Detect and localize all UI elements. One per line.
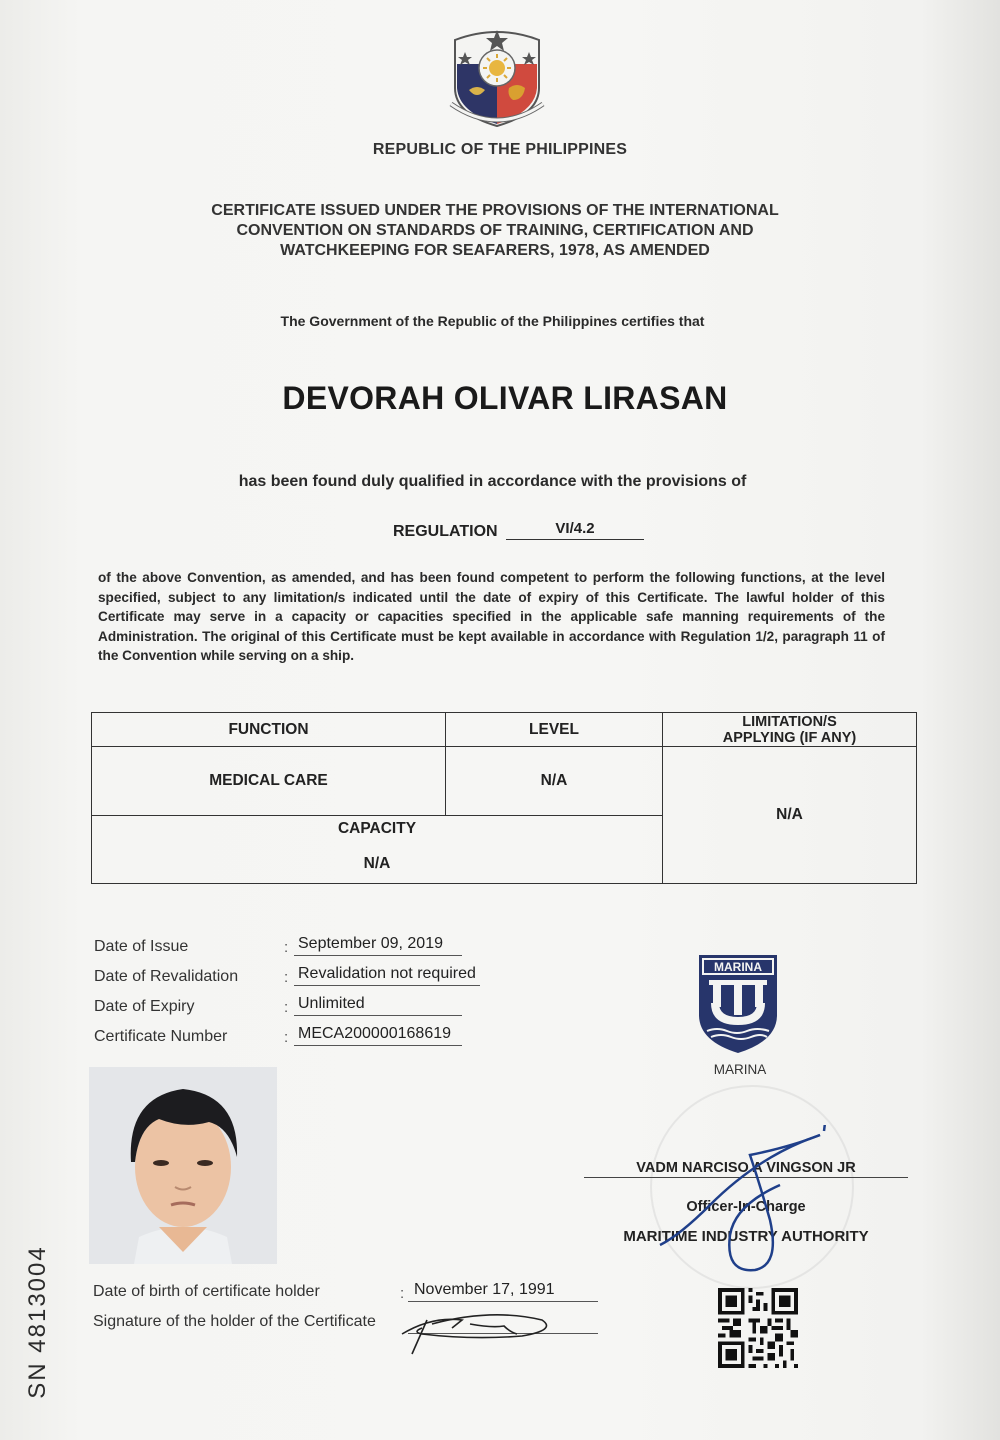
detail-value: Revalidation not required [294, 965, 480, 986]
holder-photo [89, 1067, 277, 1264]
dob-label: Date of birth of certificate holder [93, 1283, 320, 1300]
detail-separator: : [284, 999, 289, 1016]
regulation-label: REGULATION [393, 523, 498, 540]
marina-caption: MARINA [713, 1062, 767, 1077]
marina-shield-icon [697, 953, 779, 1055]
qualified-statement: has been found duly qualified in accordance with the provisions of [238, 473, 747, 490]
detail-date-of-revalidation [94, 965, 514, 995]
qr-code-icon[interactable] [718, 1287, 798, 1369]
certifies-statement: The Government of the Republic of the Philippines certifies that [280, 313, 705, 329]
convention-line: WATCHKEEPING FOR SEAFARERS, 1978, AS AMENDED [280, 242, 710, 259]
detail-separator: : [284, 1029, 289, 1046]
header-level: LEVEL [446, 713, 663, 747]
capacity-value: N/A [363, 854, 391, 872]
detail-value: MECA200000168619 [294, 1025, 462, 1046]
issuer-country: REPUBLIC OF THE PHILIPPINES [372, 141, 628, 158]
regulation-value: VI/4.2 [506, 520, 644, 540]
header-limitations-line1: LIMITATION/S [742, 713, 837, 730]
function-value: MEDICAL CARE [92, 747, 446, 815]
limitations-value: N/A [663, 747, 917, 884]
dob-separator: : [400, 1285, 405, 1302]
signatory-name: VADM NARCISO A VINGSON JR [584, 1160, 908, 1178]
detail-separator: : [284, 969, 289, 986]
header-function: FUNCTION [92, 713, 446, 747]
header-limitations-line2: APPLYING (IF ANY) [722, 729, 857, 746]
signatory-title: Officer-In-Charge [686, 1199, 806, 1215]
convention-heading [150, 201, 840, 261]
level-value: N/A [446, 747, 663, 815]
convention-line: CONVENTION ON STANDARDS OF TRAINING, CERTIFICATION AND [236, 222, 754, 239]
signatory-agency: MARITIME INDUSTRY AUTHORITY [623, 1228, 869, 1245]
competency-paragraph: of the above Convention, as amended, and has been found competent to perform the following functions, at the level specified, subject to any limitation/s indicated until the date of expiry of this Certificate. The lawful holder of this Certificate may serve in a capacity or capacities specified in the applicable safe manning requirements of the Administration. The original of this Certificate must be kept available in accordance with Regulation 1/2, paragraph 11 of the Convention while serving on a ship. [98, 570, 885, 664]
certificate-details [94, 935, 514, 1055]
detail-value: September 09, 2019 [294, 935, 462, 956]
detail-value: Unlimited [294, 995, 462, 1016]
detail-date-of-issue [94, 935, 514, 965]
dob-value: November 17, 1991 [408, 1281, 598, 1302]
serial-number-text: SN 4813004 [24, 1245, 51, 1399]
table-row [92, 747, 917, 815]
holder-signature-label: Signature of the holder of the Certificate [93, 1313, 376, 1330]
detail-date-of-expiry [94, 995, 514, 1025]
detail-separator: : [284, 939, 289, 956]
capacity-cell [92, 815, 663, 883]
philippine-coat-of-arms-icon [447, 26, 547, 134]
officer-signature-icon [640, 1125, 840, 1275]
functions-table [91, 712, 917, 884]
holder-signature-icon [392, 1306, 562, 1356]
header-limitations [663, 713, 917, 747]
serial-number [23, 1237, 53, 1407]
marina-logo-text: MARINA [714, 960, 762, 974]
detail-label: Date of Expiry [94, 998, 195, 1015]
holder-name: DEVORAH OLIVAR LIRASAN [282, 380, 728, 416]
convention-line: CERTIFICATE ISSUED UNDER THE PROVISIONS OF THE INTERNATIONAL [211, 202, 779, 219]
capacity-label: CAPACITY [337, 819, 417, 837]
detail-certificate-number [94, 1025, 514, 1055]
table-header-row [92, 713, 917, 747]
detail-label: Date of Revalidation [94, 968, 239, 985]
detail-label: Certificate Number [94, 1028, 228, 1045]
detail-label: Date of Issue [94, 938, 189, 955]
